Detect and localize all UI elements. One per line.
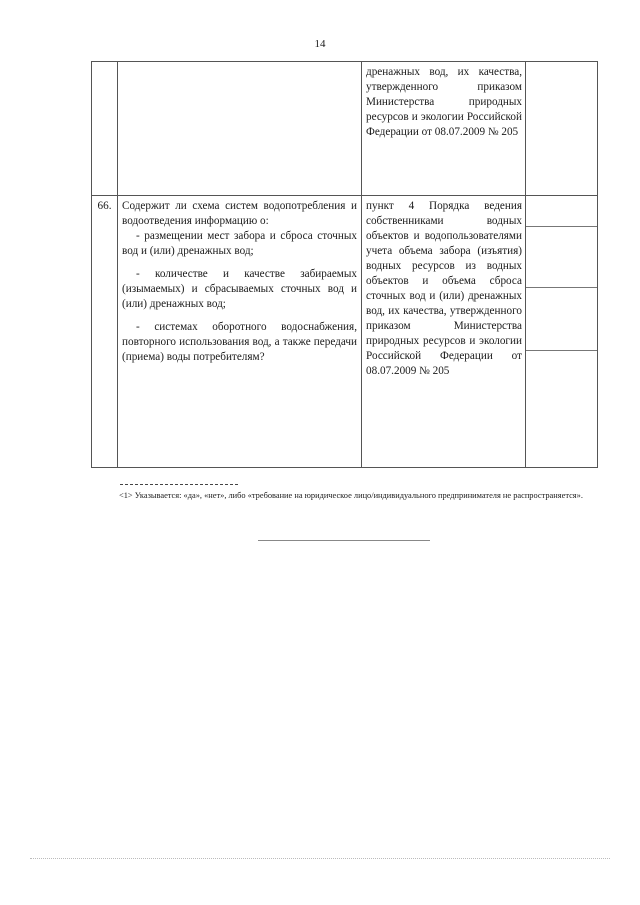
- question-cell: [118, 62, 362, 196]
- footnote: [91, 490, 597, 502]
- question-item-1: - размещении мест забора и сброса сточных вод и (или) дренажных вод;: [122, 230, 357, 257]
- answer-cell: [526, 62, 598, 196]
- question-intro: Содержит ли схема систем водопотребления и водоотведения информацию о:: [122, 200, 357, 227]
- question-item-2: - количестве и качестве забираемых (изымаемых) и сбрасываемых сточных вод и (или) дренажных вод;: [122, 268, 357, 310]
- question-item-3: - системах оборотного водоснабжения, повторного использования вод, а также передачи (приема) воды потребителям?: [122, 321, 357, 363]
- reference-cell: [362, 62, 526, 196]
- reference-text: пункт 4 Порядка ведения собственниками водных объектов и водопользователями учета объема забора (изъятия) водных ресурсов из водных объектов и объема сброса сточных вод и (или) дренажных вод, их качества, утвержденного приказом Министерства природных ресурсов и экологии Российской Федерации от 08.07.2009 № 205: [366, 200, 522, 377]
- footnote-text: <1> Указывается: «да», «нет», либо «требование на юридическое лицо/индивидуального предпринимателя не распространяется».: [119, 491, 583, 500]
- answer-slot-1: [526, 227, 597, 288]
- answer-slot-3: [526, 351, 597, 464]
- answer-slot-intro: [526, 196, 597, 227]
- answer-slot-2: [526, 288, 597, 351]
- end-of-text-rule: [258, 540, 430, 541]
- table-row-66: [92, 196, 598, 468]
- reference-text: дренажных вод, их качества, утвержденного приказом Министерства природных ресурсов и экологии Российской Федерации от 08.07.2009 № 205: [366, 66, 522, 138]
- page-number: 14: [314, 38, 326, 50]
- question-cell: [118, 196, 362, 468]
- scan-artifact-line: [30, 858, 610, 859]
- reference-cell: [362, 196, 526, 468]
- checklist-table: [91, 61, 598, 468]
- row-number-cell: [92, 62, 118, 196]
- row-number-cell: 66.: [92, 196, 118, 468]
- footnote-separator: [120, 484, 238, 485]
- answer-cell: [526, 196, 598, 468]
- table-row-continuation: [92, 62, 598, 196]
